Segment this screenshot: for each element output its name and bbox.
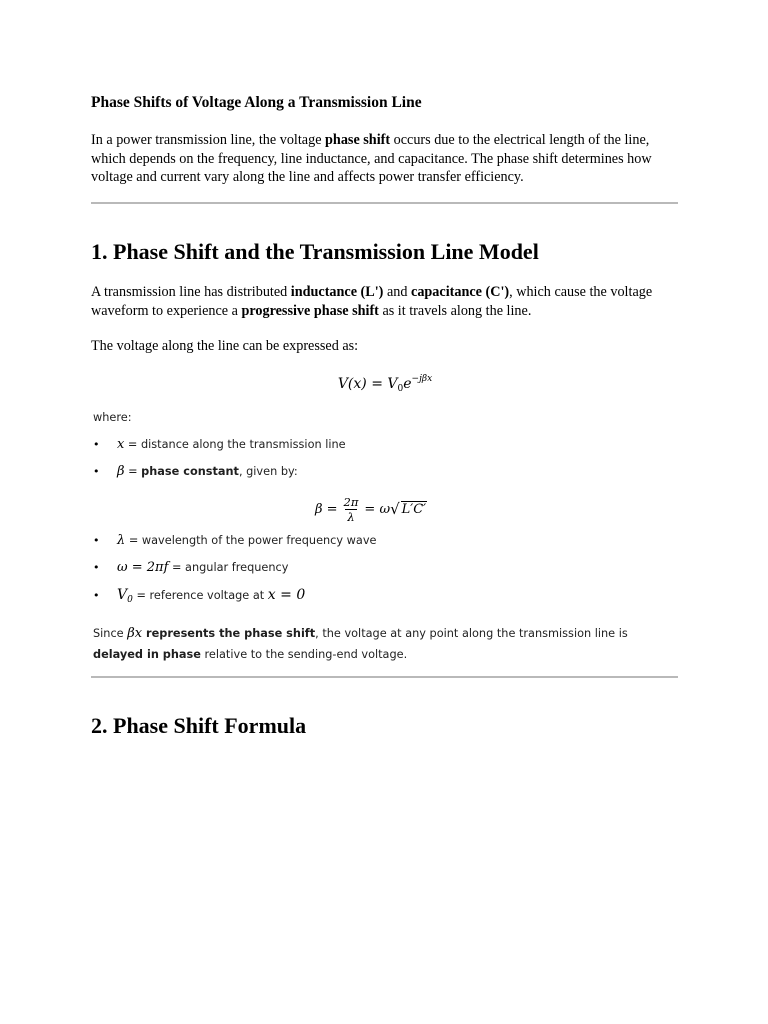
where-label: where:: [93, 411, 132, 424]
since-text: relative to the sending-end voltage.: [200, 648, 408, 661]
bullet-text: = wavelength of the power frequency wave: [125, 534, 377, 547]
bullet-dot: •: [93, 465, 100, 478]
intro-bold-phase-shift: phase shift: [325, 132, 391, 148]
fraction-denominator: λ: [347, 509, 355, 524]
bullet-text: = distance along the transmission line: [124, 438, 346, 451]
intro-text-1: In a power transmission line, the voltage: [91, 132, 326, 148]
section-1-paragraph: [91, 283, 679, 320]
eq-v-sub: 0: [397, 384, 404, 394]
bullet-symbol: x: [117, 437, 125, 452]
since-bold-represents: represents the phase shift: [142, 627, 316, 640]
para-text: as it travels along the line.: [378, 302, 532, 319]
bold-capacitance: capacitance (C'): [411, 284, 510, 300]
bullet-text: = angular frequency: [168, 561, 289, 574]
list-item: [93, 560, 288, 576]
eq-v: V: [387, 376, 398, 392]
voltage-equation: [91, 373, 679, 395]
list-item: [93, 533, 376, 549]
since-bold-delayed: delayed in phase: [93, 648, 201, 661]
fraction: [342, 495, 361, 524]
para-text: A transmission line has distributed: [91, 284, 291, 300]
bullet-dot: •: [93, 561, 100, 574]
intro-paragraph: [91, 131, 679, 187]
list-item: [93, 587, 305, 604]
bullet-dot: •: [93, 438, 100, 451]
bold-inductance: inductance (L'): [290, 284, 384, 300]
bullet-math-tail: x = 0: [267, 587, 306, 603]
bullet-dot: •: [93, 589, 100, 602]
document-title: Phase Shifts of Voltage Along a Transmission Line: [91, 94, 422, 111]
section-1-heading: 1. Phase Shift and the Transmission Line Model: [91, 239, 539, 264]
para-text: , which cause the voltage waveform to experience a: [91, 284, 653, 319]
section-2-heading: 2. Phase Shift Formula: [91, 713, 307, 738]
fraction-numerator: 2π: [343, 494, 359, 509]
bullet-symbol: ω = 2πf: [117, 560, 169, 575]
bold-progressive-phase-shift: progressive phase shift: [241, 302, 379, 319]
eq-exponent: −jβx: [411, 374, 433, 384]
intro-text-2: occurs due to the electrical length of the line, which depends on the frequency, line inductance, and capacitance. The phase shift determines how voltage and current vary along the line and affects power transfer efficiency.: [91, 132, 652, 185]
bullet-symbol: β: [117, 464, 125, 479]
horizontal-divider: [91, 676, 678, 678]
eq-equals: =: [371, 376, 383, 392]
radical-sign: √: [390, 500, 400, 518]
beta-equation: [315, 491, 427, 527]
since-text: , the voltage at any point along the transmission line is: [315, 627, 628, 640]
bullet-text: = reference voltage at: [132, 589, 268, 602]
list-item: [93, 464, 298, 480]
bullet-symbol-sub: 0: [127, 595, 133, 605]
bullet-text: , given by:: [238, 465, 298, 478]
horizontal-divider: [91, 202, 678, 204]
bullet-bold-phase-constant: phase constant: [141, 465, 239, 478]
bullet-symbol: λ: [117, 533, 126, 548]
beta-omega: = ω: [364, 501, 391, 517]
para-text: and: [383, 284, 412, 300]
since-math: βx: [127, 626, 143, 641]
eq-e: e: [403, 376, 412, 392]
phase-delay-paragraph: [93, 623, 653, 665]
list-item: [93, 437, 346, 453]
bullet-text: =: [124, 465, 142, 478]
expression-intro: The voltage along the line can be expressed as:: [91, 338, 359, 354]
radicand: L′C′: [401, 502, 427, 517]
bullet-dot: •: [93, 534, 100, 547]
since-text: Since: [93, 627, 128, 640]
beta-lhs: β =: [315, 501, 338, 517]
eq-lhs: V(x): [337, 376, 367, 392]
bullet-symbol: V: [117, 587, 128, 603]
